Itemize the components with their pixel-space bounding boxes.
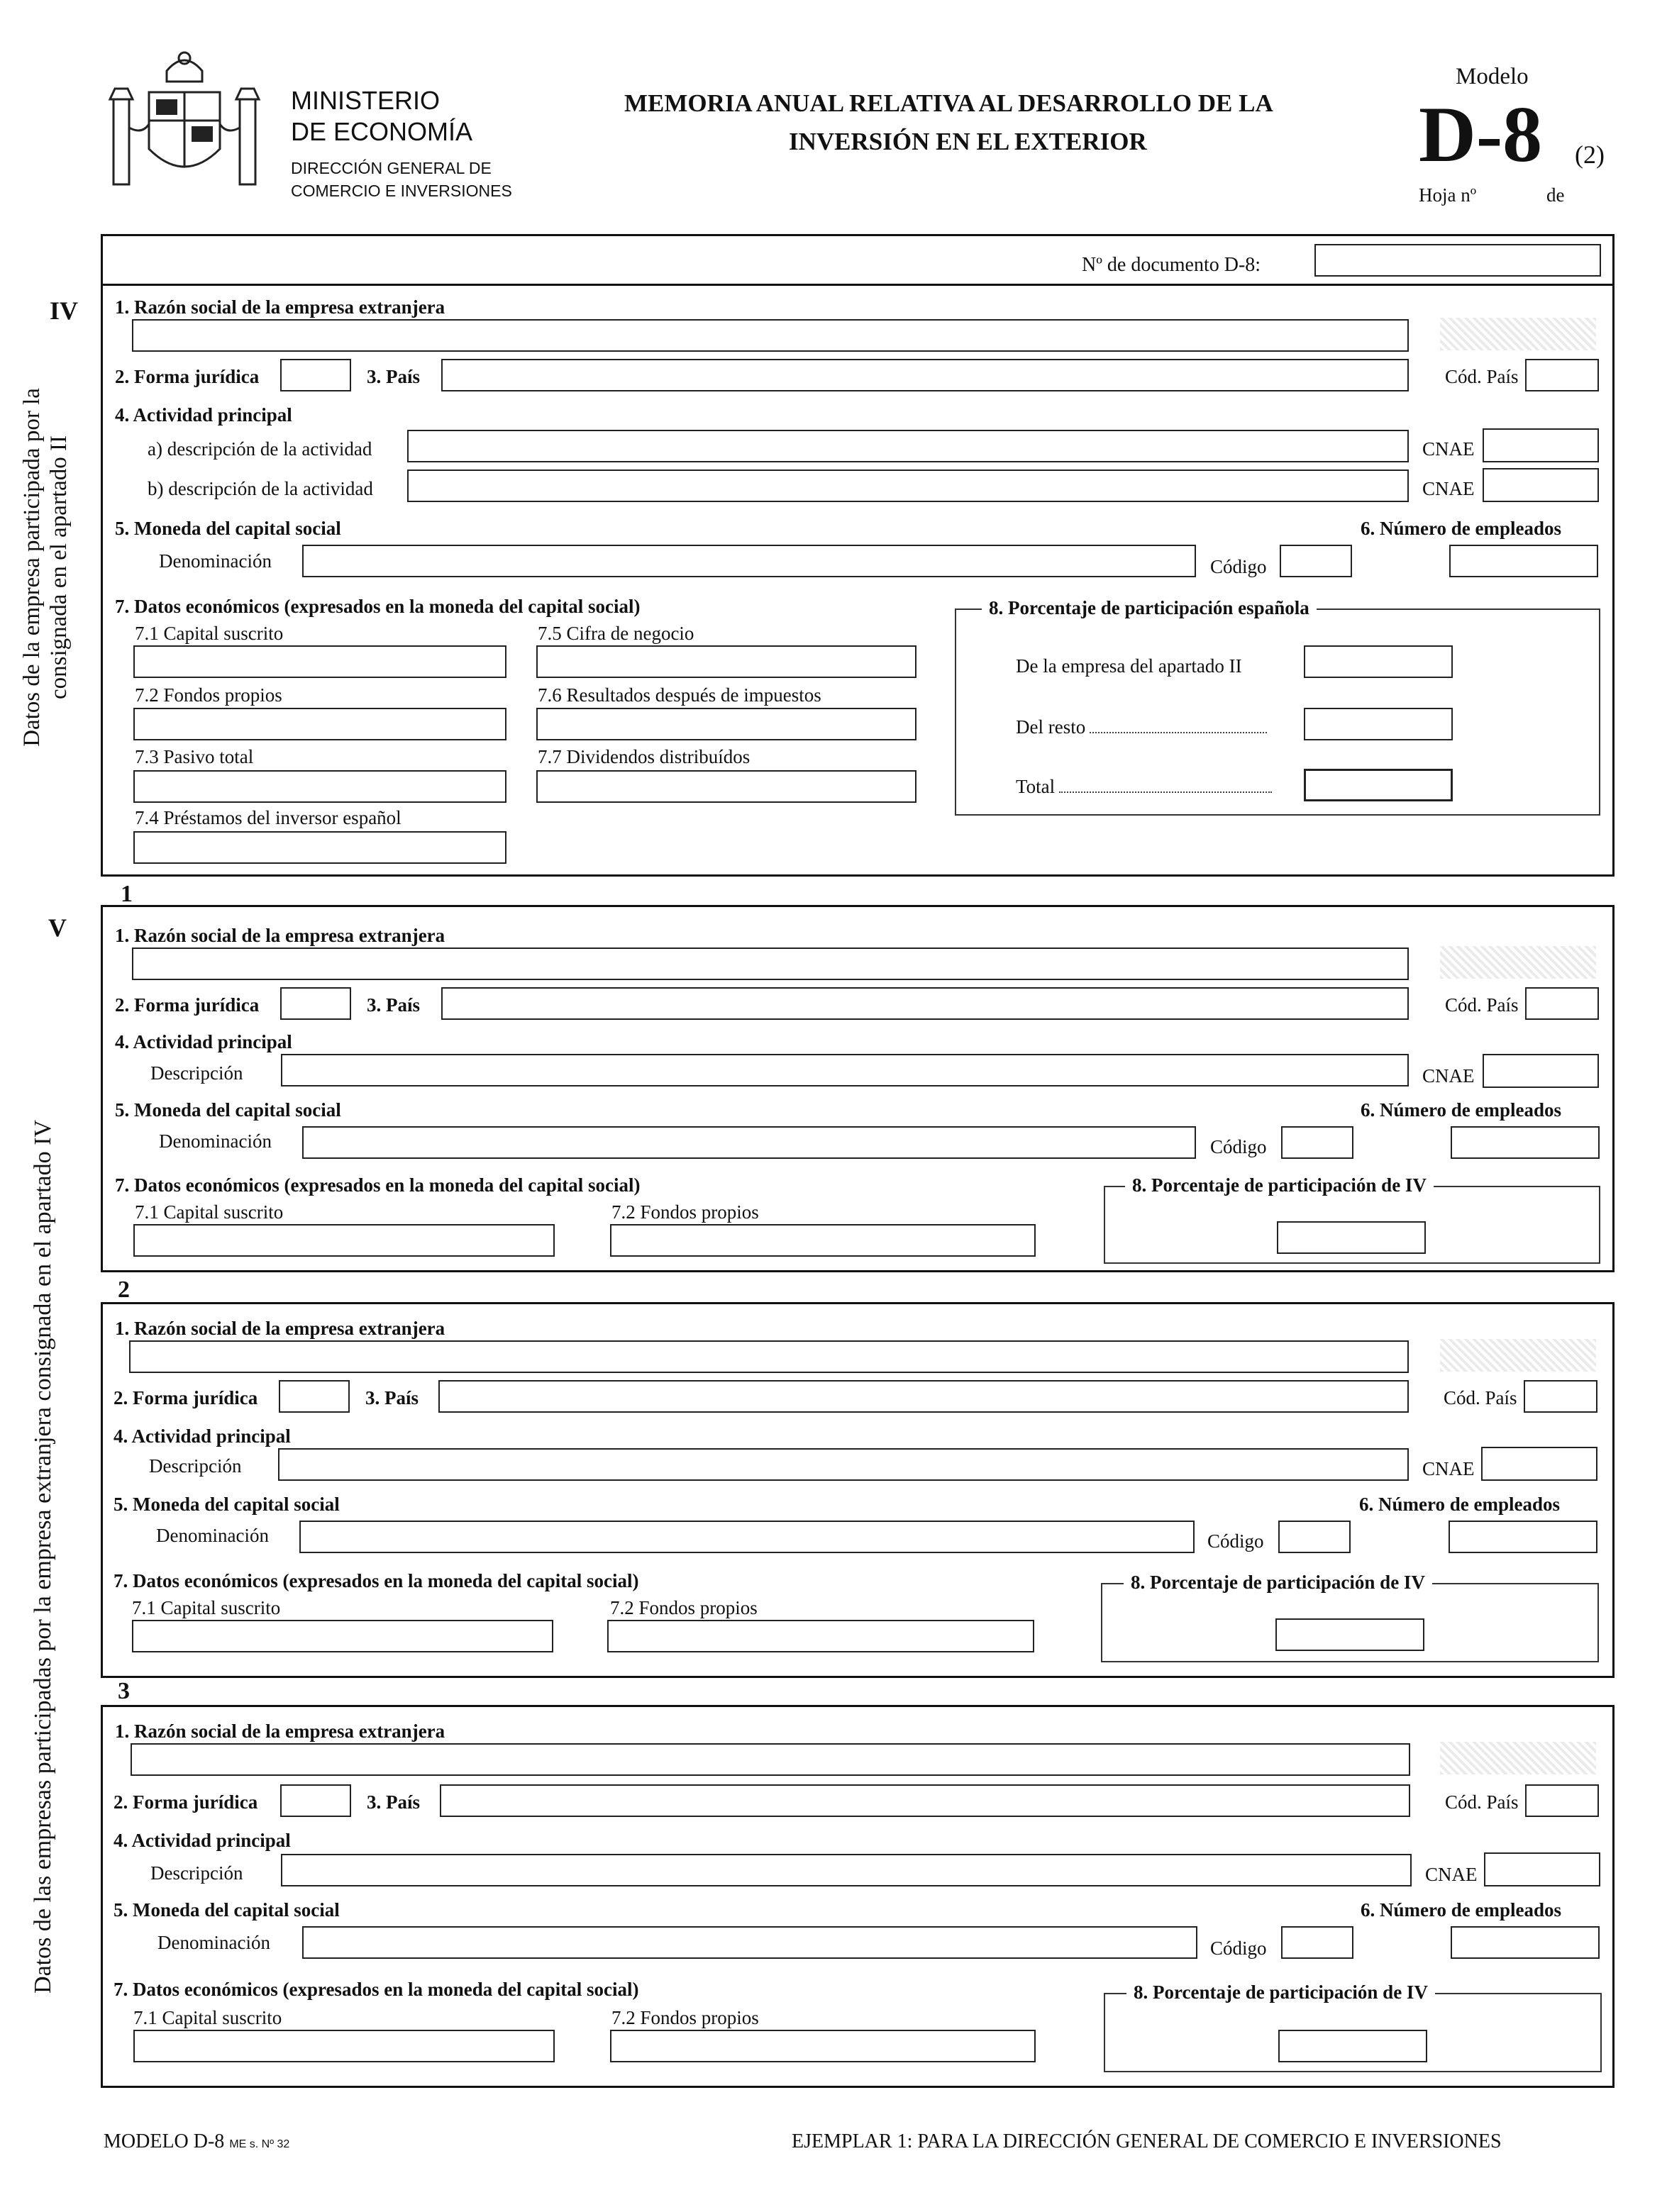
- participacion-label: 8. Porcentaje de participación de IV: [1126, 1983, 1435, 2002]
- cod-pais-input[interactable]: [1525, 359, 1599, 391]
- descripcion-input[interactable]: [281, 1854, 1412, 1886]
- empresa-apartado-ii-label: De la empresa del apartado II: [1016, 655, 1242, 677]
- forma-juridica-input[interactable]: [279, 1380, 350, 1413]
- footer-model: [104, 2132, 289, 2152]
- codigo-input[interactable]: [1281, 1126, 1353, 1159]
- cnae-a-input[interactable]: [1483, 428, 1599, 462]
- participacion-input[interactable]: [1275, 1618, 1424, 1651]
- footer-model-text: MODELO D-8: [104, 2130, 225, 2152]
- capital-suscrito-input[interactable]: [132, 1620, 553, 1652]
- cifra-negocio-input[interactable]: [536, 645, 916, 678]
- form-title-line-1: MEMORIA ANUAL RELATIVA AL DESARROLLO DE LA: [624, 89, 1273, 117]
- form-title-line-2: INVERSIÓN EN EL EXTERIOR: [789, 128, 1147, 155]
- empleados-label: 6. Número de empleados: [1359, 1494, 1560, 1515]
- denominacion-input[interactable]: [302, 545, 1196, 577]
- cod-pais-label: Cód. País: [1444, 1387, 1517, 1408]
- cod-pais-input[interactable]: [1525, 1784, 1599, 1817]
- ministry-name-2: DE ECONOMÍA: [291, 117, 473, 146]
- side-label-line-2: consignada en el apartado II: [45, 435, 72, 699]
- coat-of-arms-icon: [99, 43, 270, 199]
- actividad-a-label: a) descripción de la actividad: [148, 438, 372, 460]
- total-input[interactable]: [1304, 769, 1453, 801]
- pasivo-total-input[interactable]: [133, 770, 506, 803]
- footer-model-ref: ME s. Nº 32: [229, 2138, 290, 2150]
- actividad-label: 4. Actividad principal: [115, 404, 292, 426]
- block-number: 2: [118, 1277, 130, 1303]
- pais-label: 3. País: [367, 994, 421, 1016]
- fondos-propios-label: 7.2 Fondos propios: [611, 2007, 759, 2028]
- forma-juridica-label: 2. Forma jurídica: [113, 1387, 258, 1408]
- descripcion-label: Descripción: [150, 1062, 243, 1084]
- razon-social-label: 1. Razón social de la empresa extranjera: [115, 1318, 445, 1339]
- cnae-input[interactable]: [1481, 1447, 1597, 1481]
- moneda-label: 5. Moneda del capital social: [115, 518, 341, 539]
- pais-label: 3. País: [367, 1791, 421, 1813]
- prestamos-input[interactable]: [133, 831, 506, 864]
- cod-pais-label: Cód. País: [1445, 1791, 1519, 1813]
- section-iv-side-label: [19, 348, 76, 787]
- codigo-label: Código: [1210, 1938, 1267, 1959]
- codigo-label: Código: [1210, 556, 1267, 577]
- cnae-label: CNAE: [1425, 1864, 1478, 1885]
- razon-social-label: 1. Razón social de la empresa extranjera: [115, 925, 445, 946]
- del-resto-label: [1016, 718, 1267, 737]
- actividad-b-label: b) descripción de la actividad: [148, 478, 373, 499]
- denominacion-input[interactable]: [302, 1926, 1197, 1959]
- capital-suscrito-label: 7.1 Capital suscrito: [135, 1201, 284, 1223]
- fondos-propios-label: 7.2 Fondos propios: [611, 1201, 759, 1223]
- pasivo-total-label: 7.3 Pasivo total: [135, 746, 254, 767]
- doc-number-label: Nº de documento D-8:: [1082, 254, 1261, 276]
- capital-suscrito-input[interactable]: [133, 1224, 555, 1257]
- empleados-input[interactable]: [1449, 545, 1598, 577]
- datos-economicos-label: 7. Datos económicos (expresados en la moneda del capital social): [115, 1174, 641, 1196]
- empleados-label: 6. Número de empleados: [1361, 1099, 1561, 1121]
- section-v-side-label: Datos de las empresas participadas por la empresa extranjera consignada en el apartado IV: [30, 1120, 56, 1994]
- cod-pais-label: Cód. País: [1445, 994, 1519, 1016]
- capital-suscrito-label: 7.1 Capital suscrito: [135, 623, 284, 644]
- pais-input[interactable]: [441, 987, 1409, 1020]
- form-code-sub: (2): [1575, 140, 1605, 169]
- pais-label: 3. País: [365, 1387, 419, 1408]
- participacion-label: 8. Porcentaje de participación de IV: [1124, 1573, 1432, 1592]
- empleados-input[interactable]: [1451, 1926, 1600, 1959]
- denominacion-input[interactable]: [299, 1521, 1195, 1553]
- actividad-label: 4. Actividad principal: [113, 1425, 291, 1447]
- stamp-mark: [1440, 1742, 1596, 1774]
- cod-pais-label: Cód. País: [1445, 366, 1519, 387]
- fondos-propios-label: 7.2 Fondos propios: [135, 684, 282, 706]
- capital-suscrito-label: 7.1 Capital suscrito: [133, 2007, 282, 2028]
- fondos-propios-input[interactable]: [610, 1224, 1036, 1257]
- denominacion-input[interactable]: [302, 1126, 1196, 1159]
- actividad-a-input[interactable]: [407, 430, 1409, 462]
- codigo-label: Código: [1207, 1530, 1264, 1552]
- participacion-label: 8. Porcentaje de participación española: [982, 599, 1317, 618]
- razon-social-input[interactable]: [129, 1340, 1409, 1373]
- datos-economicos-label: 7. Datos económicos (expresados en la moneda del capital social): [113, 1570, 639, 1591]
- resultados-label: 7.6 Resultados después de impuestos: [538, 684, 821, 706]
- cnae-b-input[interactable]: [1483, 468, 1599, 502]
- descripcion-label: Descripción: [149, 1455, 242, 1477]
- empleados-label: 6. Número de empleados: [1361, 518, 1561, 539]
- capital-suscrito-input[interactable]: [133, 645, 506, 678]
- del-resto-text: Del resto: [1016, 716, 1086, 738]
- pais-input[interactable]: [438, 1380, 1409, 1413]
- razon-social-input[interactable]: [132, 947, 1409, 980]
- razon-social-input[interactable]: [132, 319, 1409, 352]
- empresa-apartado-ii-input[interactable]: [1304, 645, 1453, 678]
- datos-economicos-label: 7. Datos económicos (expresados en la moneda del capital social): [115, 596, 641, 617]
- codigo-input[interactable]: [1280, 545, 1352, 577]
- razon-social-label: 1. Razón social de la empresa extranjera: [115, 1721, 445, 1742]
- cnae-a-label: CNAE: [1422, 438, 1475, 460]
- doc-number-input[interactable]: [1314, 244, 1601, 277]
- forma-juridica-label: 2. Forma jurídica: [115, 366, 260, 387]
- cnae-b-label: CNAE: [1422, 478, 1475, 499]
- capital-suscrito-input[interactable]: [133, 2030, 555, 2062]
- directorate-line-2: COMERCIO E INVERSIONES: [291, 182, 512, 200]
- descripcion-label: Descripción: [150, 1862, 243, 1884]
- divider: [101, 284, 1615, 286]
- cod-pais-input[interactable]: [1524, 1380, 1597, 1413]
- actividad-label: 4. Actividad principal: [115, 1031, 292, 1052]
- empleados-input[interactable]: [1451, 1126, 1600, 1159]
- prestamos-label: 7.4 Préstamos del inversor español: [135, 807, 401, 828]
- modelo-label: Modelo: [1456, 64, 1529, 89]
- pais-label: 3. País: [367, 366, 421, 387]
- capital-suscrito-label: 7.1 Capital suscrito: [132, 1597, 281, 1618]
- section-v-number: V: [48, 913, 67, 942]
- cnae-label: CNAE: [1422, 1458, 1475, 1479]
- participacion-input[interactable]: [1278, 2030, 1427, 2062]
- fondos-propios-input[interactable]: [133, 708, 506, 740]
- total-label: [1016, 777, 1272, 796]
- de-label: de: [1546, 184, 1565, 206]
- forma-juridica-input[interactable]: [280, 359, 351, 391]
- forma-juridica-label: 2. Forma jurídica: [115, 994, 260, 1016]
- denominacion-label: Denominación: [159, 550, 272, 572]
- moneda-label: 5. Moneda del capital social: [115, 1099, 341, 1121]
- codigo-input[interactable]: [1278, 1521, 1351, 1553]
- ministry-name: MINISTERIO: [291, 86, 441, 115]
- hoja-label: Hoja nº: [1419, 184, 1477, 206]
- dividendos-input[interactable]: [536, 770, 916, 803]
- forma-juridica-label: 2. Forma jurídica: [113, 1791, 258, 1813]
- participacion-label: 8. Porcentaje de participación de IV: [1125, 1176, 1434, 1195]
- fondos-propios-label: 7.2 Fondos propios: [610, 1597, 758, 1618]
- codigo-input[interactable]: [1281, 1926, 1353, 1959]
- dividendos-label: 7.7 Dividendos distribuídos: [538, 746, 751, 767]
- participacion-input[interactable]: [1277, 1221, 1426, 1254]
- cnae-input[interactable]: [1484, 1852, 1600, 1886]
- cod-pais-input[interactable]: [1525, 987, 1599, 1020]
- footer-copy-note: EJEMPLAR 1: PARA LA DIRECCIÓN GENERAL DE COMERCIO E INVERSIONES: [792, 2130, 1502, 2152]
- fondos-propios-input[interactable]: [610, 2030, 1036, 2062]
- moneda-label: 5. Moneda del capital social: [113, 1899, 340, 1921]
- actividad-label: 4. Actividad principal: [113, 1830, 291, 1851]
- fondos-propios-input[interactable]: [607, 1620, 1034, 1652]
- stamp-mark: [1440, 946, 1596, 979]
- empleados-label: 6. Número de empleados: [1361, 1899, 1561, 1921]
- datos-economicos-label: 7. Datos económicos (expresados en la moneda del capital social): [113, 1979, 639, 2000]
- directorate-line-1: DIRECCIÓN GENERAL DE: [291, 159, 492, 177]
- actividad-b-input[interactable]: [407, 469, 1409, 502]
- forma-juridica-input[interactable]: [280, 987, 351, 1020]
- razon-social-input[interactable]: [131, 1743, 1410, 1776]
- section-iv-number: IV: [50, 296, 79, 325]
- cnae-label: CNAE: [1422, 1065, 1475, 1086]
- pais-input[interactable]: [440, 1784, 1410, 1817]
- moneda-label: 5. Moneda del capital social: [113, 1494, 340, 1515]
- cifra-negocio-label: 7.5 Cifra de negocio: [538, 623, 694, 644]
- razon-social-label: 1. Razón social de la empresa extranjera: [115, 296, 445, 318]
- resultados-input[interactable]: [536, 708, 916, 740]
- empleados-input[interactable]: [1449, 1521, 1597, 1553]
- stamp-mark: [1440, 318, 1596, 350]
- total-text: Total: [1016, 776, 1056, 797]
- del-resto-input[interactable]: [1304, 708, 1453, 740]
- codigo-label: Código: [1210, 1136, 1267, 1157]
- stamp-mark: [1440, 1339, 1596, 1372]
- block-number: 1: [121, 881, 133, 907]
- block-number: 3: [118, 1678, 130, 1704]
- descripcion-input[interactable]: [281, 1054, 1409, 1086]
- forma-juridica-input[interactable]: [280, 1784, 351, 1817]
- side-label-line-1: Datos de la empresa participada por la: [19, 388, 45, 747]
- descripcion-input[interactable]: [278, 1448, 1409, 1481]
- denominacion-label: Denominación: [157, 1932, 270, 1953]
- denominacion-label: Denominación: [159, 1130, 272, 1152]
- denominacion-label: Denominación: [156, 1525, 269, 1546]
- form-code: D-8: [1419, 91, 1543, 179]
- cnae-input[interactable]: [1483, 1054, 1599, 1088]
- pais-input[interactable]: [441, 359, 1409, 391]
